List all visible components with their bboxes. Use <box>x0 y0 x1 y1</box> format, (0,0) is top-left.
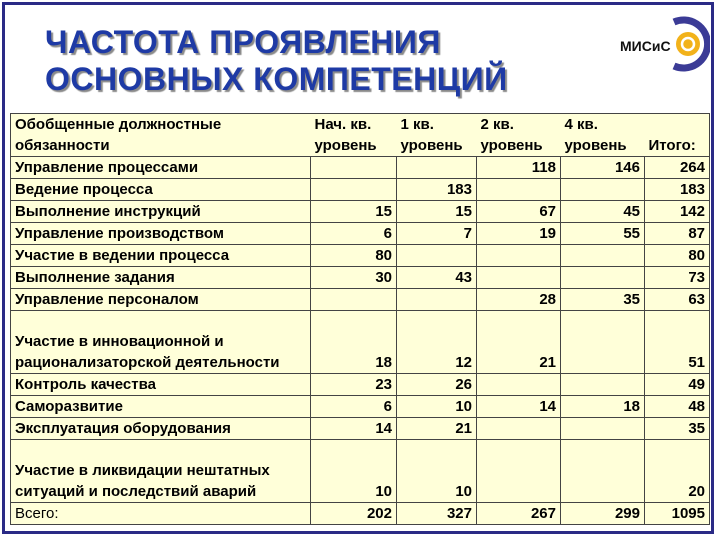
logo-text: МИСиС <box>620 38 671 54</box>
cell-total: 183 <box>645 179 710 201</box>
cell-q2: 118 <box>477 157 561 179</box>
table-row <box>11 374 710 396</box>
table-row <box>11 157 710 179</box>
cell-total: 80 <box>645 245 710 267</box>
cell-q2 <box>477 245 561 267</box>
cell-nach: 6 <box>311 396 397 418</box>
cell-q4 <box>561 374 645 396</box>
table-row <box>11 311 710 374</box>
row-name: Саморазвитие <box>11 396 311 418</box>
cell-q2: 19 <box>477 223 561 245</box>
footer-total: 1095 <box>645 503 710 525</box>
cell-q4 <box>561 418 645 440</box>
row-name: Участие в ведении процесса <box>11 245 311 267</box>
cell-total: 73 <box>645 267 710 289</box>
row-name: Эксплуатация оборудования <box>11 418 311 440</box>
cell-total: 63 <box>645 289 710 311</box>
cell-q1: 12 <box>397 311 477 374</box>
cell-q2: 14 <box>477 396 561 418</box>
cell-q1: 21 <box>397 418 477 440</box>
table-header-row <box>11 114 710 157</box>
cell-q1: 26 <box>397 374 477 396</box>
cell-q4: 35 <box>561 289 645 311</box>
footer-nach: 202 <box>311 503 397 525</box>
slide-title <box>45 24 605 98</box>
table-row <box>11 223 710 245</box>
table-row <box>11 179 710 201</box>
row-name: Управление персоналом <box>11 289 311 311</box>
footer-name: Всего: <box>11 503 311 525</box>
header-duty: Обобщенные должностные обязанности <box>11 114 311 157</box>
cell-total: 35 <box>645 418 710 440</box>
competency-table <box>10 113 710 525</box>
cell-q1 <box>397 245 477 267</box>
row-name: Ведение процесса <box>11 179 311 201</box>
cell-q1: 43 <box>397 267 477 289</box>
header-q2: 2 кв. уровень <box>477 114 561 157</box>
cell-nach <box>311 157 397 179</box>
row-name: Управление процессами <box>11 157 311 179</box>
title-line-2: ОСНОВНЫХ КОМПЕТЕНЦИЙ <box>45 61 508 97</box>
cell-nach: 30 <box>311 267 397 289</box>
cell-q4 <box>561 440 645 503</box>
cell-nach <box>311 179 397 201</box>
footer-q2: 267 <box>477 503 561 525</box>
header-q4: 4 кв. уровень <box>561 114 645 157</box>
cell-q2 <box>477 374 561 396</box>
header-total: Итого: <box>645 114 710 157</box>
cell-q4 <box>561 311 645 374</box>
cell-q1: 183 <box>397 179 477 201</box>
cell-nach: 14 <box>311 418 397 440</box>
cell-q1: 10 <box>397 396 477 418</box>
cell-q4 <box>561 245 645 267</box>
row-name: Выполнение инструкций <box>11 201 311 223</box>
cell-nach: 18 <box>311 311 397 374</box>
cell-q4 <box>561 179 645 201</box>
row-name: Управление производством <box>11 223 311 245</box>
table-row <box>11 267 710 289</box>
footer-q1: 327 <box>397 503 477 525</box>
cell-nach <box>311 289 397 311</box>
cell-q2: 21 <box>477 311 561 374</box>
table-row <box>11 396 710 418</box>
misis-logo <box>620 14 710 76</box>
row-name: Участие в инновационной и рационализаторской деятельности <box>11 311 311 374</box>
cell-q4: 18 <box>561 396 645 418</box>
cell-q4 <box>561 267 645 289</box>
cell-q2: 67 <box>477 201 561 223</box>
table-row <box>11 418 710 440</box>
table-row <box>11 245 710 267</box>
row-name: Выполнение задания <box>11 267 311 289</box>
title-line-1: ЧАСТОТА ПРОЯВЛЕНИЯ <box>45 24 441 60</box>
cell-q1 <box>397 289 477 311</box>
cell-nach: 6 <box>311 223 397 245</box>
cell-q1: 10 <box>397 440 477 503</box>
table-footer-row <box>11 503 710 525</box>
cell-q1 <box>397 157 477 179</box>
table-row <box>11 201 710 223</box>
logo-emblem-icon <box>660 14 710 74</box>
cell-total: 87 <box>645 223 710 245</box>
row-name: Контроль качества <box>11 374 311 396</box>
cell-total: 51 <box>645 311 710 374</box>
header-nach: Нач. кв. уровень <box>311 114 397 157</box>
cell-q4: 55 <box>561 223 645 245</box>
cell-q2: 28 <box>477 289 561 311</box>
cell-total: 48 <box>645 396 710 418</box>
cell-total: 20 <box>645 440 710 503</box>
cell-nach: 15 <box>311 201 397 223</box>
cell-total: 142 <box>645 201 710 223</box>
cell-q2 <box>477 179 561 201</box>
cell-total: 264 <box>645 157 710 179</box>
cell-nach: 80 <box>311 245 397 267</box>
cell-q4: 146 <box>561 157 645 179</box>
cell-q2 <box>477 267 561 289</box>
table-row <box>11 289 710 311</box>
cell-nach: 10 <box>311 440 397 503</box>
footer-q4: 299 <box>561 503 645 525</box>
cell-q1: 15 <box>397 201 477 223</box>
cell-total: 49 <box>645 374 710 396</box>
cell-q2 <box>477 418 561 440</box>
cell-q2 <box>477 440 561 503</box>
cell-q4: 45 <box>561 201 645 223</box>
cell-nach: 23 <box>311 374 397 396</box>
cell-q1: 7 <box>397 223 477 245</box>
header-q1: 1 кв. уровень <box>397 114 477 157</box>
row-name: Участие в ликвидации нештатных ситуаций и последствий аварий <box>11 440 311 503</box>
table-row <box>11 440 710 503</box>
